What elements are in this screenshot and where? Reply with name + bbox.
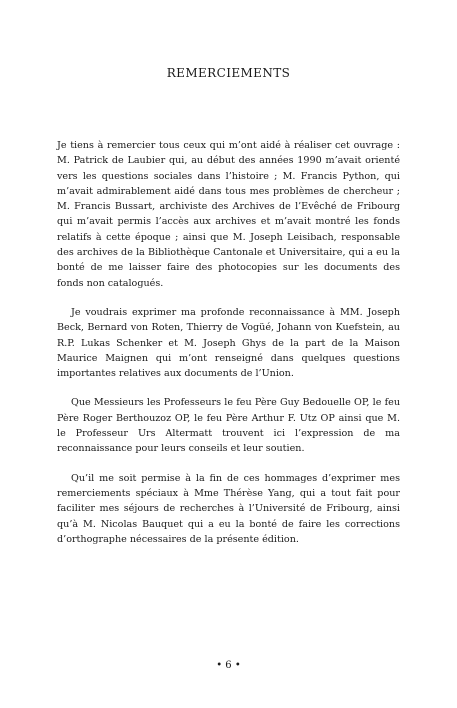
paragraph-1: Je tiens à remercier tous ceux qui m’ont aidé à réaliser cet ouvrage : M. Patrick de Laubier qui, au début des années 1990 m’avait orienté vers les questions sociales dans l’histoire ; M. Francis Python, qui m’avait admirablement aidé dans tous mes problèmes de chercheur ; M. Francis Bussart, archiviste des Archives de l’Evêché de Fribourg qui m’avait permis l’accès aux archives et m’avait montré les fonds relatifs à cette époque ; ainsi que M. Joseph Leisibach, responsable des archives de la Bibliothèque Cantonale et Universitaire, qui a eu la bonté de me laisser faire des photocopies sur les documents des fonds non catalogués.	[57, 140, 400, 289]
paragraph-4: Qu’il me soit permise à la fin de ces hommages d’exprimer mes remerciements spéciaux à Mme Thérèse Yang, qui a tout fait pour faciliter mes séjours de recherches à l’Université de Fribourg, ainsi qu’à M. Nicolas Bauquet qui a eu la bonté de faire les corrections d’orthographe nécessaires de la présente édition.	[57, 472, 400, 545]
paragraph-2: Je voudrais exprimer ma profonde reconnaissance à MM. Joseph Beck, Bernard von Roten, Thierry de Vogüé, Johann von Kuefstein, au R.P. Lukas Schenker et M. Joseph Ghys de la part de la Maison Maurice Maignen qui m’ont renseigné dans quelques questions importantes relatives aux documents de l’Union.	[57, 306, 400, 380]
page-title: REMERCIEMENTS	[166, 66, 291, 80]
page-number: • 6 •	[216, 660, 241, 671]
acknowledgements-body	[57, 138, 400, 561]
paragraph-3: Que Messieurs les Professeurs le feu Père Guy Bedouelle OP, le feu Père Roger Berthouzoz OP, le feu Père Arthur F. Utz OP ainsi que M. le Professeur Urs Altermatt trouvent ici l’expression de ma reconnaissance pour leurs conseils et leur soutien.	[57, 397, 400, 455]
